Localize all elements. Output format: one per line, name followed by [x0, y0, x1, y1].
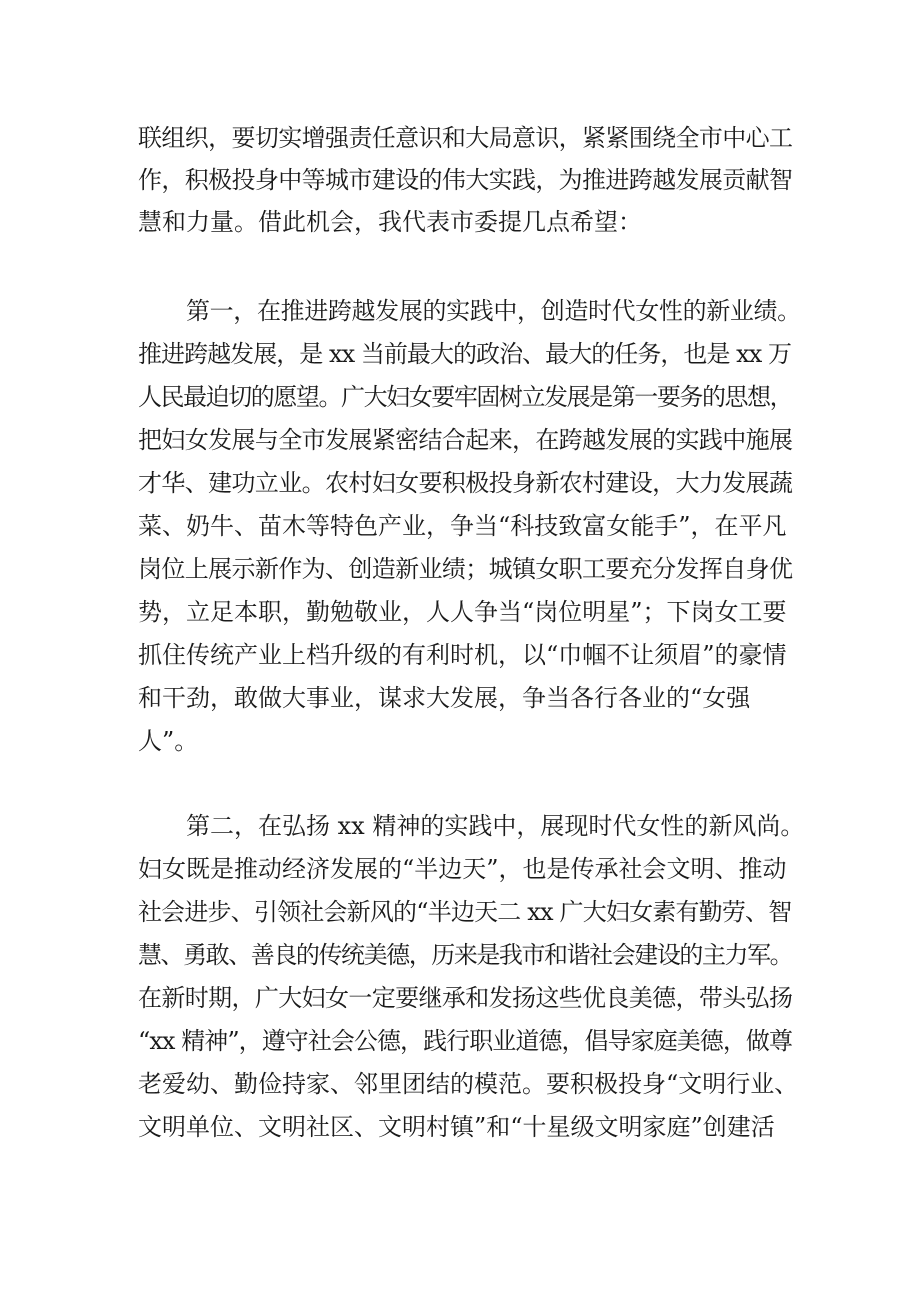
- text-line: 文明单位、文明社区、文明村镇”和“十星级文明家庭”创建活: [138, 1113, 775, 1141]
- paragraph-first-line: 第一，在推进跨越发展的实践中，创造时代女性的新业绩。: [186, 297, 801, 325]
- text-line: 慧和力量。借此机会，我代表市委提几点希望：: [138, 208, 642, 236]
- text-line: 人”。: [138, 727, 199, 755]
- text-line: 势，立足本职，勤勉敬业，人人争当“岗位明星”；下岗女工要: [138, 598, 787, 626]
- text-line: 作，积极投身中等城市建设的伟大实践，为推进跨越发展贡献智: [138, 166, 793, 194]
- text-line: “xx 精神”，遵守社会公德，践行职业道德，倡导家庭美德，做尊: [138, 1027, 793, 1055]
- paragraph-first-line: 第二，在弘扬 xx 精神的实践中，展现时代女性的新风尚。: [186, 812, 805, 840]
- text-line: 推进跨越发展，是 xx 当前最大的政治、最大的任务，也是 xx 万: [138, 340, 792, 368]
- text-line: 在新时期，广大妇女一定要继承和发扬这些优良美德，带头弘扬: [138, 984, 793, 1012]
- text-line: 岗位上展示新作为、创造新业绩；城镇女职工要充分发挥自身优: [138, 555, 793, 583]
- text-line: 妇女既是推动经济发展的“半边天”，也是传承社会文明、推动: [138, 855, 787, 883]
- text-line: 才华、建功立业。农村妇女要积极投身新农村建设，大力发展蔬: [138, 469, 793, 497]
- text-line: 人民最迫切的愿望。广大妇女要牢固树立发展是第一要务的思想，: [138, 383, 793, 411]
- text-line: 菜、奶牛、苗木等特色产业，争当“科技致富女能手”，在平凡: [138, 512, 787, 540]
- text-line: 和干劲，敢做大事业，谋求大发展，争当各行各业的“女强: [138, 684, 751, 712]
- text-line: 把妇女发展与全市发展紧密结合起来，在跨越发展的实践中施展: [138, 426, 793, 454]
- text-line: 慧、勇敢、善良的传统美德，历来是我市和谐社会建设的主力军。: [138, 941, 793, 969]
- text-line: 老爱幼、勤俭持家、邻里团结的模范。要积极投身“文明行业、: [138, 1070, 799, 1098]
- text-line: 社会进步、引领社会新风的“半边天二 xx 广大妇女素有勤劳、智: [138, 898, 792, 926]
- text-line: 抓住传统产业上档升级的有利时机，以“巾帼不让须眉”的豪情: [138, 641, 787, 669]
- text-line: 联组织，要切实增强责任意识和大局意识，紧紧围绕全市中心工: [138, 124, 793, 152]
